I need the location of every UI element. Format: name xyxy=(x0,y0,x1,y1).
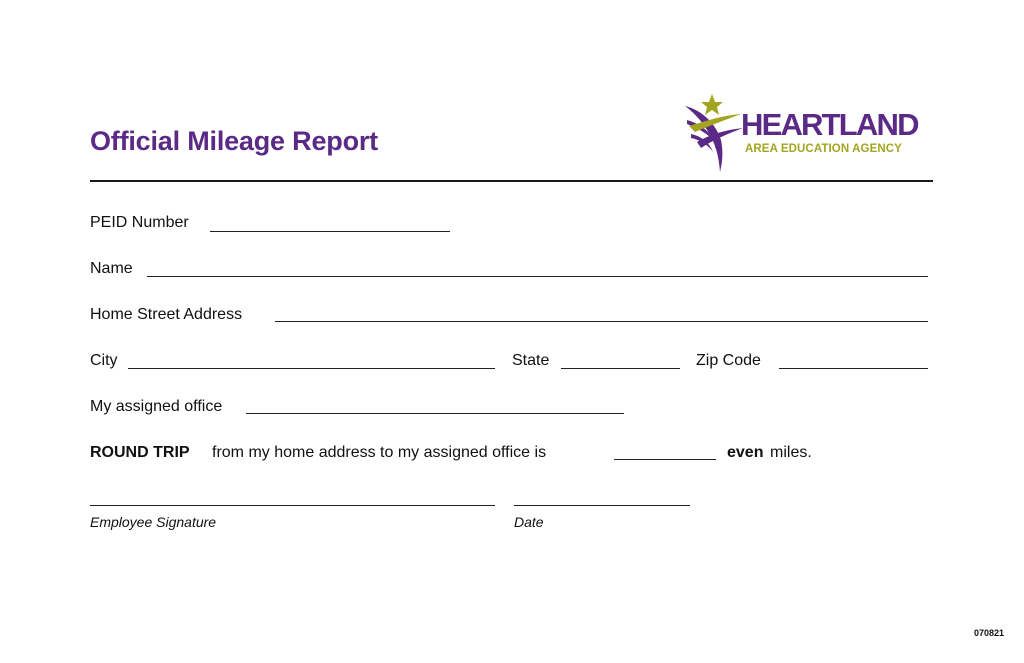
title-divider xyxy=(90,180,933,182)
address-row xyxy=(90,305,933,329)
logo-subtitle: AREA EDUCATION AGENCY xyxy=(745,143,902,155)
employee-signature-caption: Employee Signature xyxy=(90,514,217,530)
address-field[interactable] xyxy=(275,321,928,322)
round-trip-row xyxy=(90,443,933,467)
round-trip-text: from my home address to my assigned office is xyxy=(212,444,547,461)
office-field[interactable] xyxy=(246,413,624,414)
date-caption: Date xyxy=(514,514,544,530)
city-label: City xyxy=(90,352,118,369)
peid-field[interactable] xyxy=(210,231,450,232)
heartland-logo xyxy=(683,92,938,174)
name-row xyxy=(90,259,933,283)
address-label: Home Street Address xyxy=(90,306,243,323)
round-trip-bold-label: ROUND TRIP xyxy=(90,444,190,461)
date-field[interactable] xyxy=(514,505,690,506)
miles-label: miles. xyxy=(770,444,812,461)
even-label: even xyxy=(727,444,764,461)
name-label: Name xyxy=(90,260,133,277)
zip-label: Zip Code xyxy=(696,352,761,369)
office-row xyxy=(90,397,933,421)
state-field[interactable] xyxy=(561,368,680,369)
employee-signature-field[interactable] xyxy=(90,505,495,506)
logo-brand-text: HEARTLAND xyxy=(741,107,918,142)
star-swoosh-icon xyxy=(683,92,745,174)
city-state-zip-row xyxy=(90,351,933,375)
peid-row xyxy=(90,213,933,237)
office-label: My assigned office xyxy=(90,398,223,415)
miles-field[interactable] xyxy=(614,459,716,460)
form-title: Official Mileage Report xyxy=(90,126,378,156)
state-label: State xyxy=(512,352,550,369)
zip-field[interactable] xyxy=(779,368,928,369)
city-field[interactable] xyxy=(128,368,495,369)
form-code: 070821 xyxy=(973,628,1004,638)
name-field[interactable] xyxy=(147,276,928,277)
peid-label: PEID Number xyxy=(90,214,189,231)
